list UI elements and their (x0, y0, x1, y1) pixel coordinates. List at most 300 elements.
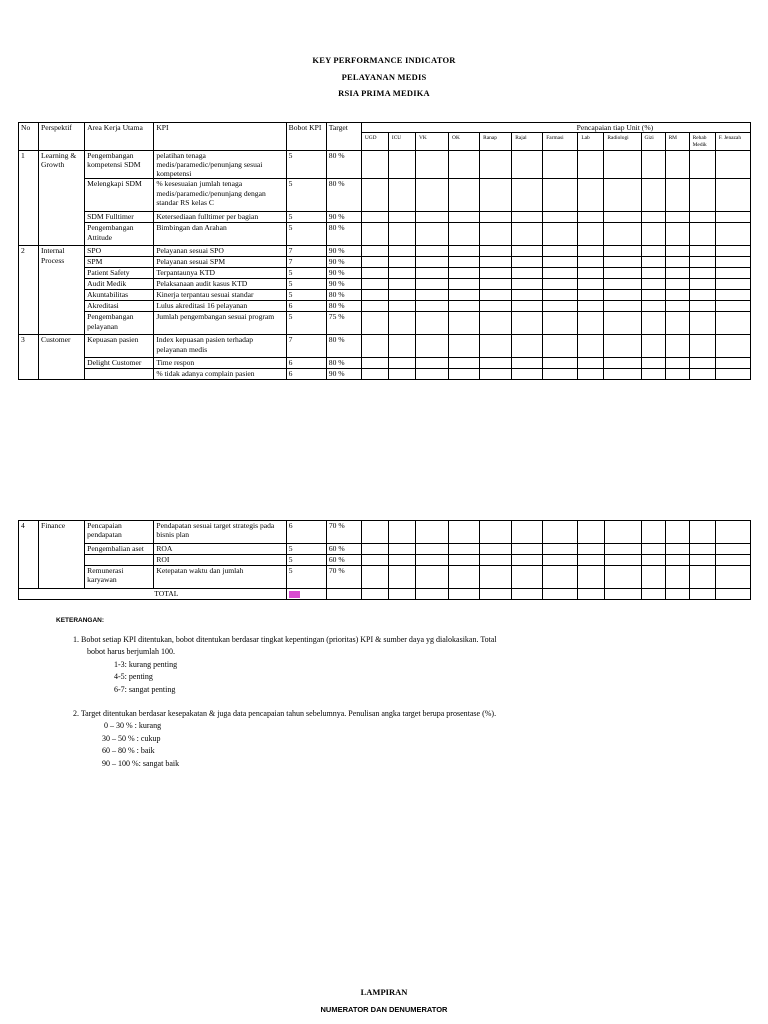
achievement-cell (449, 544, 480, 555)
achievement-cell (604, 566, 641, 589)
achievement-cell (512, 544, 543, 555)
achievement-cell (388, 290, 415, 301)
achievement-cell (578, 212, 604, 223)
row-area: Remunerasi karyawan (85, 566, 154, 589)
row-target: 80 % (326, 335, 361, 358)
achievement-cell (578, 223, 604, 246)
row-number: 3 (19, 335, 39, 380)
achievement-cell (715, 369, 750, 380)
achievement-cell (641, 335, 665, 358)
row-kpi: pelatihan tenaga medis/paramedic/penunjang sesuai kompetensi (154, 151, 286, 179)
row-target: 80 % (326, 223, 361, 246)
achievement-cell (416, 566, 449, 589)
achievement-cell (578, 358, 604, 369)
achievement-cell (604, 544, 641, 555)
achievement-cell (449, 566, 480, 589)
row-kpi: ROA (154, 544, 286, 555)
achievement-cell (361, 555, 388, 566)
achievement-cell (480, 257, 512, 268)
table-row (19, 566, 751, 589)
achievement-cell (512, 268, 543, 279)
achievement-cell (449, 335, 480, 358)
achievement-cell (415, 290, 448, 301)
note-1-line-1: 1. Bobot setiap KPI ditentukan, bobot ditentukan berdasar tingkat kepentingan (prioritas) KPI & sumber daya yg dialokasikan. Total (73, 635, 497, 644)
achievement-cell (388, 279, 415, 290)
appendix-subtitle: NUMERATOR DAN DENUMERATOR (320, 1005, 448, 1014)
row-kpi: % kesesuaian jumlah tenaga medis/paramedic/penunjang dengan standar RS kelas C (154, 179, 286, 212)
table-row (19, 279, 751, 290)
achievement-cell (512, 369, 543, 380)
achievement-cell (641, 301, 665, 312)
unit-header: Lab (578, 133, 604, 151)
achievement-cell (543, 212, 578, 223)
table-row (19, 335, 751, 358)
achievement-cell (689, 223, 715, 246)
achievement-cell (449, 212, 480, 223)
achievement-cell (388, 151, 415, 179)
achievement-cell (449, 246, 480, 257)
achievement-cell (665, 544, 689, 555)
achievement-cell (604, 335, 641, 358)
achievement-cell (715, 555, 750, 566)
row-target: 80 % (326, 179, 361, 212)
table-row (19, 246, 751, 257)
row-area (85, 369, 154, 380)
row-kpi: Pelaksanaan audit kasus KTD (154, 279, 286, 290)
row-target: 70 % (326, 566, 361, 589)
achievement-cell (480, 212, 512, 223)
row-target: 80 % (326, 151, 361, 179)
achievement-cell (480, 566, 512, 589)
unit-header: Ranap (480, 133, 512, 151)
achievement-cell (578, 290, 604, 301)
achievement-cell (641, 521, 665, 544)
achievement-cell (665, 268, 689, 279)
achievement-cell (665, 257, 689, 268)
achievement-cell (388, 566, 415, 589)
achievement-cell (665, 212, 689, 223)
achievement-cell (604, 223, 641, 246)
achievement-cell (604, 290, 641, 301)
achievement-cell (641, 257, 665, 268)
achievement-cell (604, 212, 641, 223)
row-perspektif: Customer (39, 335, 85, 380)
achievement-cell (715, 301, 750, 312)
achievement-cell (689, 279, 715, 290)
achievement-cell (449, 279, 480, 290)
achievement-cell (641, 290, 665, 301)
achievement-cell (604, 279, 641, 290)
achievement-cell (361, 257, 388, 268)
achievement-cell (665, 358, 689, 369)
achievement-cell (416, 521, 449, 544)
achievement-cell (361, 566, 388, 589)
achievement-cell (665, 290, 689, 301)
achievement-cell (715, 246, 750, 257)
row-bobot: 5 (286, 279, 326, 290)
achievement-cell (388, 369, 415, 380)
achievement-cell (543, 544, 578, 555)
notes-heading: KETERANGAN: (56, 617, 105, 624)
row-area: SDM Fulltimer (85, 212, 154, 223)
achievement-cell (415, 257, 448, 268)
row-kpi: ROI (154, 555, 286, 566)
row-area: SPO (85, 246, 154, 257)
achievement-cell (480, 290, 512, 301)
achievement-cell (512, 290, 543, 301)
achievement-cell (388, 555, 415, 566)
achievement-cell (689, 369, 715, 380)
achievement-cell (480, 179, 512, 212)
achievement-cell (480, 555, 512, 566)
achievement-cell (604, 268, 641, 279)
achievement-cell (415, 268, 448, 279)
achievement-cell (543, 246, 578, 257)
achievement-cell (715, 151, 750, 179)
row-bobot: 5 (286, 268, 326, 279)
achievement-cell (480, 358, 512, 369)
achievement-cell (641, 358, 665, 369)
row-target: 80 % (326, 358, 361, 369)
row-target: 90 % (326, 212, 361, 223)
table-row (19, 223, 751, 246)
table-row (19, 358, 751, 369)
achievement-cell (665, 566, 689, 589)
header-kpi: KPI (154, 123, 286, 151)
achievement-cell (512, 521, 543, 544)
row-kpi: Pelayanan sesuai SPO (154, 246, 286, 257)
table-row (19, 544, 751, 555)
row-target: 70 % (326, 521, 361, 544)
row-target: 80 % (326, 301, 361, 312)
row-area: Akreditasi (85, 301, 154, 312)
total-label: TOTAL (19, 589, 287, 600)
achievement-cell (416, 589, 449, 600)
achievement-cell (361, 369, 388, 380)
achievement-cell (543, 301, 578, 312)
achievement-cell (512, 257, 543, 268)
achievement-cell (361, 246, 388, 257)
achievement-cell (578, 312, 604, 335)
table-row (19, 212, 751, 223)
achievement-cell (361, 279, 388, 290)
achievement-cell (715, 312, 750, 335)
achievement-cell (578, 335, 604, 358)
note-item-1 (73, 634, 497, 696)
achievement-cell (415, 312, 448, 335)
row-bobot: 5 (286, 212, 326, 223)
achievement-cell (480, 268, 512, 279)
achievement-cell (715, 566, 750, 589)
achievement-cell (543, 566, 578, 589)
row-bobot: 7 (286, 335, 326, 358)
achievement-cell (604, 312, 641, 335)
achievement-cell (480, 544, 512, 555)
achievement-cell (689, 566, 715, 589)
achievement-cell (388, 301, 415, 312)
achievement-cell (715, 257, 750, 268)
achievement-cell (715, 521, 750, 544)
row-bobot: 6 (286, 301, 326, 312)
achievement-cell (512, 358, 543, 369)
row-bobot: 6 (286, 521, 326, 544)
achievement-cell (415, 358, 448, 369)
achievement-cell (361, 268, 388, 279)
achievement-cell (604, 369, 641, 380)
row-number: 1 (19, 151, 39, 246)
achievement-cell (415, 179, 448, 212)
achievement-cell (578, 566, 604, 589)
achievement-cell (512, 151, 543, 179)
achievement-cell (665, 246, 689, 257)
achievement-cell (689, 257, 715, 268)
unit-header: Radiologi (604, 133, 641, 151)
achievement-cell (543, 179, 578, 212)
achievement-cell (665, 223, 689, 246)
achievement-cell (512, 312, 543, 335)
achievement-cell (641, 179, 665, 212)
achievement-cell (665, 335, 689, 358)
achievement-cell (416, 544, 449, 555)
table-row (19, 268, 751, 279)
achievement-cell (388, 246, 415, 257)
achievement-cell (604, 589, 641, 600)
unit-header: RM (665, 133, 689, 151)
row-kpi: Pendapatan sesuai target strategis pada bisnis plan (154, 521, 286, 544)
unit-header: Farmasi (543, 133, 578, 151)
achievement-cell (388, 544, 415, 555)
achievement-cell (416, 555, 449, 566)
achievement-cell (689, 290, 715, 301)
achievement-cell (512, 335, 543, 358)
achievement-cell (543, 369, 578, 380)
row-target: 80 % (326, 290, 361, 301)
row-target: 90 % (326, 279, 361, 290)
achievement-cell (361, 301, 388, 312)
achievement-cell (543, 268, 578, 279)
achievement-cell (388, 589, 415, 600)
row-target: 75 % (326, 312, 361, 335)
achievement-cell (388, 257, 415, 268)
achievement-cell (361, 312, 388, 335)
achievement-cell (665, 151, 689, 179)
achievement-cell (543, 589, 578, 600)
achievement-cell (543, 358, 578, 369)
header-bobot: Bobot KPI (286, 123, 326, 151)
achievement-cell (480, 521, 512, 544)
kpi-table-finance (18, 520, 751, 600)
achievement-cell (641, 223, 665, 246)
table-row (19, 179, 751, 212)
row-area: Pengembalian aset (85, 544, 154, 555)
bobot-scale-2: 4-5: penting (114, 672, 153, 682)
achievement-cell (449, 223, 480, 246)
header-pencapaian: Pencapaian tiap Unit (%) (361, 123, 750, 133)
achievement-cell (641, 268, 665, 279)
unit-header: Gizi (641, 133, 665, 151)
achievement-cell (361, 335, 388, 358)
achievement-cell (604, 179, 641, 212)
row-number: 4 (19, 521, 39, 589)
unit-header: Rajal (512, 133, 543, 151)
achievement-cell (512, 555, 543, 566)
row-bobot: 5 (286, 290, 326, 301)
achievement-cell (689, 246, 715, 257)
row-area: Kepuasan pasien (85, 335, 154, 358)
row-perspektif: Learning & Growth (39, 151, 85, 246)
achievement-cell (449, 312, 480, 335)
achievement-cell (388, 179, 415, 212)
achievement-cell (689, 151, 715, 179)
achievement-cell (604, 151, 641, 179)
achievement-cell (480, 301, 512, 312)
total-value: 100 (289, 591, 300, 598)
achievement-cell (578, 257, 604, 268)
achievement-cell (715, 544, 750, 555)
total-value-cell (286, 589, 326, 600)
achievement-cell (449, 589, 480, 600)
achievement-cell (449, 358, 480, 369)
achievement-cell (415, 301, 448, 312)
row-perspektif: Internal Process (39, 246, 85, 335)
row-perspektif: Finance (39, 521, 85, 589)
achievement-cell (689, 555, 715, 566)
row-kpi: Kinerja terpantau sesuai standar (154, 290, 286, 301)
row-bobot: 6 (286, 358, 326, 369)
header-perspektif: Perspektif (39, 123, 85, 151)
row-target: 60 % (326, 555, 361, 566)
achievement-cell (543, 257, 578, 268)
row-kpi: Index kepuasan pasien terhadap pelayanan medis (154, 335, 286, 358)
achievement-cell (578, 369, 604, 380)
achievement-cell (641, 246, 665, 257)
achievement-cell (578, 151, 604, 179)
achievement-cell (578, 589, 604, 600)
achievement-cell (715, 223, 750, 246)
table-row (19, 257, 751, 268)
achievement-cell (449, 179, 480, 212)
achievement-cell (641, 369, 665, 380)
achievement-cell (361, 212, 388, 223)
achievement-cell (689, 544, 715, 555)
row-kpi: Ketersediaan fulltimer per bagian (154, 212, 286, 223)
achievement-cell (543, 521, 578, 544)
achievement-cell (578, 246, 604, 257)
achievement-cell (665, 521, 689, 544)
achievement-cell (449, 301, 480, 312)
table-row (19, 369, 751, 380)
achievement-cell (665, 312, 689, 335)
achievement-cell (415, 369, 448, 380)
achievement-cell (578, 279, 604, 290)
achievement-cell (689, 335, 715, 358)
achievement-cell (480, 312, 512, 335)
achievement-cell (641, 566, 665, 589)
achievement-cell (578, 555, 604, 566)
achievement-cell (604, 246, 641, 257)
achievement-cell (361, 521, 388, 544)
achievement-cell (415, 335, 448, 358)
achievement-cell (665, 589, 689, 600)
achievement-cell (480, 369, 512, 380)
achievement-cell (578, 179, 604, 212)
achievement-cell (449, 521, 480, 544)
achievement-cell (512, 223, 543, 246)
achievement-cell (388, 312, 415, 335)
achievement-cell (641, 312, 665, 335)
achievement-cell (361, 223, 388, 246)
achievement-cell (449, 257, 480, 268)
achievement-cell (543, 223, 578, 246)
achievement-cell (480, 223, 512, 246)
row-target: 90 % (326, 257, 361, 268)
achievement-cell (361, 544, 388, 555)
achievement-cell (578, 268, 604, 279)
unit-header: F. Jenazah (715, 133, 750, 151)
table-row (19, 521, 751, 544)
unit-header: ICU (388, 133, 415, 151)
achievement-cell (578, 544, 604, 555)
kpi-table (18, 122, 751, 380)
target-scale-2: 30 – 50 % : cukup (102, 733, 161, 743)
achievement-cell (689, 521, 715, 544)
achievement-cell (665, 301, 689, 312)
header-no: No (19, 123, 39, 151)
achievement-cell (689, 312, 715, 335)
achievement-cell (689, 268, 715, 279)
achievement-cell (641, 212, 665, 223)
achievement-cell (361, 358, 388, 369)
achievement-cell (543, 290, 578, 301)
achievement-cell (604, 358, 641, 369)
row-bobot: 5 (286, 179, 326, 212)
achievement-cell (361, 290, 388, 301)
unit-header: UGD (361, 133, 388, 151)
achievement-cell (665, 555, 689, 566)
table-row (19, 301, 751, 312)
doc-subtitle: PELAYANAN MEDIS (341, 72, 427, 82)
achievement-cell (415, 279, 448, 290)
doc-organization: RSIA PRIMA MEDIKA (338, 88, 430, 98)
achievement-cell (715, 335, 750, 358)
achievement-cell (665, 179, 689, 212)
row-target: 60 % (326, 544, 361, 555)
row-bobot: 5 (286, 312, 326, 335)
achievement-cell (512, 589, 543, 600)
achievement-cell (449, 151, 480, 179)
row-kpi: Jumlah pengembangan sesuai program (154, 312, 286, 335)
achievement-cell (543, 279, 578, 290)
achievement-cell (512, 279, 543, 290)
unit-header: Rehab Medik (689, 133, 715, 151)
achievement-cell (604, 555, 641, 566)
achievement-cell (715, 279, 750, 290)
achievement-cell (512, 179, 543, 212)
achievement-cell (512, 212, 543, 223)
achievement-cell (689, 212, 715, 223)
achievement-cell (604, 257, 641, 268)
achievement-cell (715, 358, 750, 369)
achievement-cell (480, 246, 512, 257)
row-bobot: 5 (286, 151, 326, 179)
achievement-cell (512, 301, 543, 312)
achievement-cell (388, 268, 415, 279)
row-area: SPM (85, 257, 154, 268)
achievement-cell (715, 179, 750, 212)
note-item-2 (73, 708, 496, 770)
row-kpi: Bimbingan dan Arahan (154, 223, 286, 246)
total-row (19, 589, 751, 600)
